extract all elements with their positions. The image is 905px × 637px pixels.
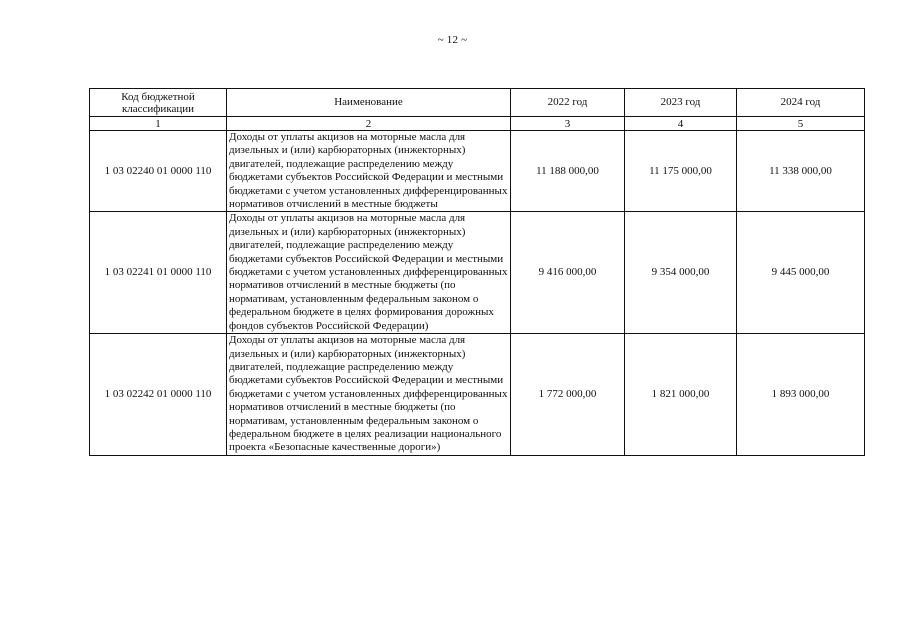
revenue-name: Доходы от уплаты акцизов на моторные масла для дизельных и (или) карбюраторных (инжекторных) двигателей, подлежащие распределению между бюджетами субъектов Российской Федерации и местными бюджетами с учетом установленных дифференцированных нормативов отчислений в местные бюджеты bbox=[227, 131, 511, 212]
amount-2023: 1 821 000,00 bbox=[625, 334, 737, 456]
header-2022: 2022 год bbox=[511, 89, 625, 117]
column-number-row bbox=[90, 117, 865, 131]
amount-2022: 9 416 000,00 bbox=[511, 212, 625, 334]
table-row bbox=[90, 334, 865, 456]
column-number: 1 bbox=[90, 117, 227, 131]
amount-2024: 11 338 000,00 bbox=[737, 131, 865, 212]
column-number: 5 bbox=[737, 117, 865, 131]
revenue-name: Доходы от уплаты акцизов на моторные масла для дизельных и (или) карбюраторных (инжекторных) двигателей, подлежащие распределению между бюджетами субъектов Российской Федерации и местными бюджетами с учетом установленных дифференцированных нормативов отчислений в местные бюджеты (по нормативам, установленным федеральным законом о федеральном бюджете в целях формирования дорожных фондов субъектов Российской Федерации) bbox=[227, 212, 511, 334]
table-row bbox=[90, 212, 865, 334]
classification-code: 1 03 02240 01 0000 110 bbox=[90, 131, 227, 212]
header-2024: 2024 год bbox=[737, 89, 865, 117]
header-2023: 2023 год bbox=[625, 89, 737, 117]
amount-2024: 1 893 000,00 bbox=[737, 334, 865, 456]
column-number: 3 bbox=[511, 117, 625, 131]
classification-code: 1 03 02241 01 0000 110 bbox=[90, 212, 227, 334]
amount-2024: 9 445 000,00 bbox=[737, 212, 865, 334]
classification-code: 1 03 02242 01 0000 110 bbox=[90, 334, 227, 456]
page-number: ~ 12 ~ bbox=[437, 34, 468, 46]
header-name: Наименование bbox=[227, 89, 511, 117]
amount-2022: 11 188 000,00 bbox=[511, 131, 625, 212]
header-code: Код бюджетной классификации bbox=[90, 89, 227, 117]
table-row bbox=[90, 131, 865, 212]
amount-2023: 11 175 000,00 bbox=[625, 131, 737, 212]
budget-table bbox=[89, 88, 865, 456]
amount-2022: 1 772 000,00 bbox=[511, 334, 625, 456]
table-header-row bbox=[90, 89, 865, 117]
amount-2023: 9 354 000,00 bbox=[625, 212, 737, 334]
revenue-name: Доходы от уплаты акцизов на моторные масла для дизельных и (или) карбюраторных (инжекторных) двигателей, подлежащие распределению между бюджетами субъектов Российской Федерации и местными бюджетами с учетом установленных дифференцированных нормативов отчислений в местные бюджеты (по нормативам, установленным федеральным законом о федеральном бюджете в целях реализации национального проекта «Безопасные качественные дороги») bbox=[227, 334, 511, 456]
column-number: 4 bbox=[625, 117, 737, 131]
column-number: 2 bbox=[227, 117, 511, 131]
